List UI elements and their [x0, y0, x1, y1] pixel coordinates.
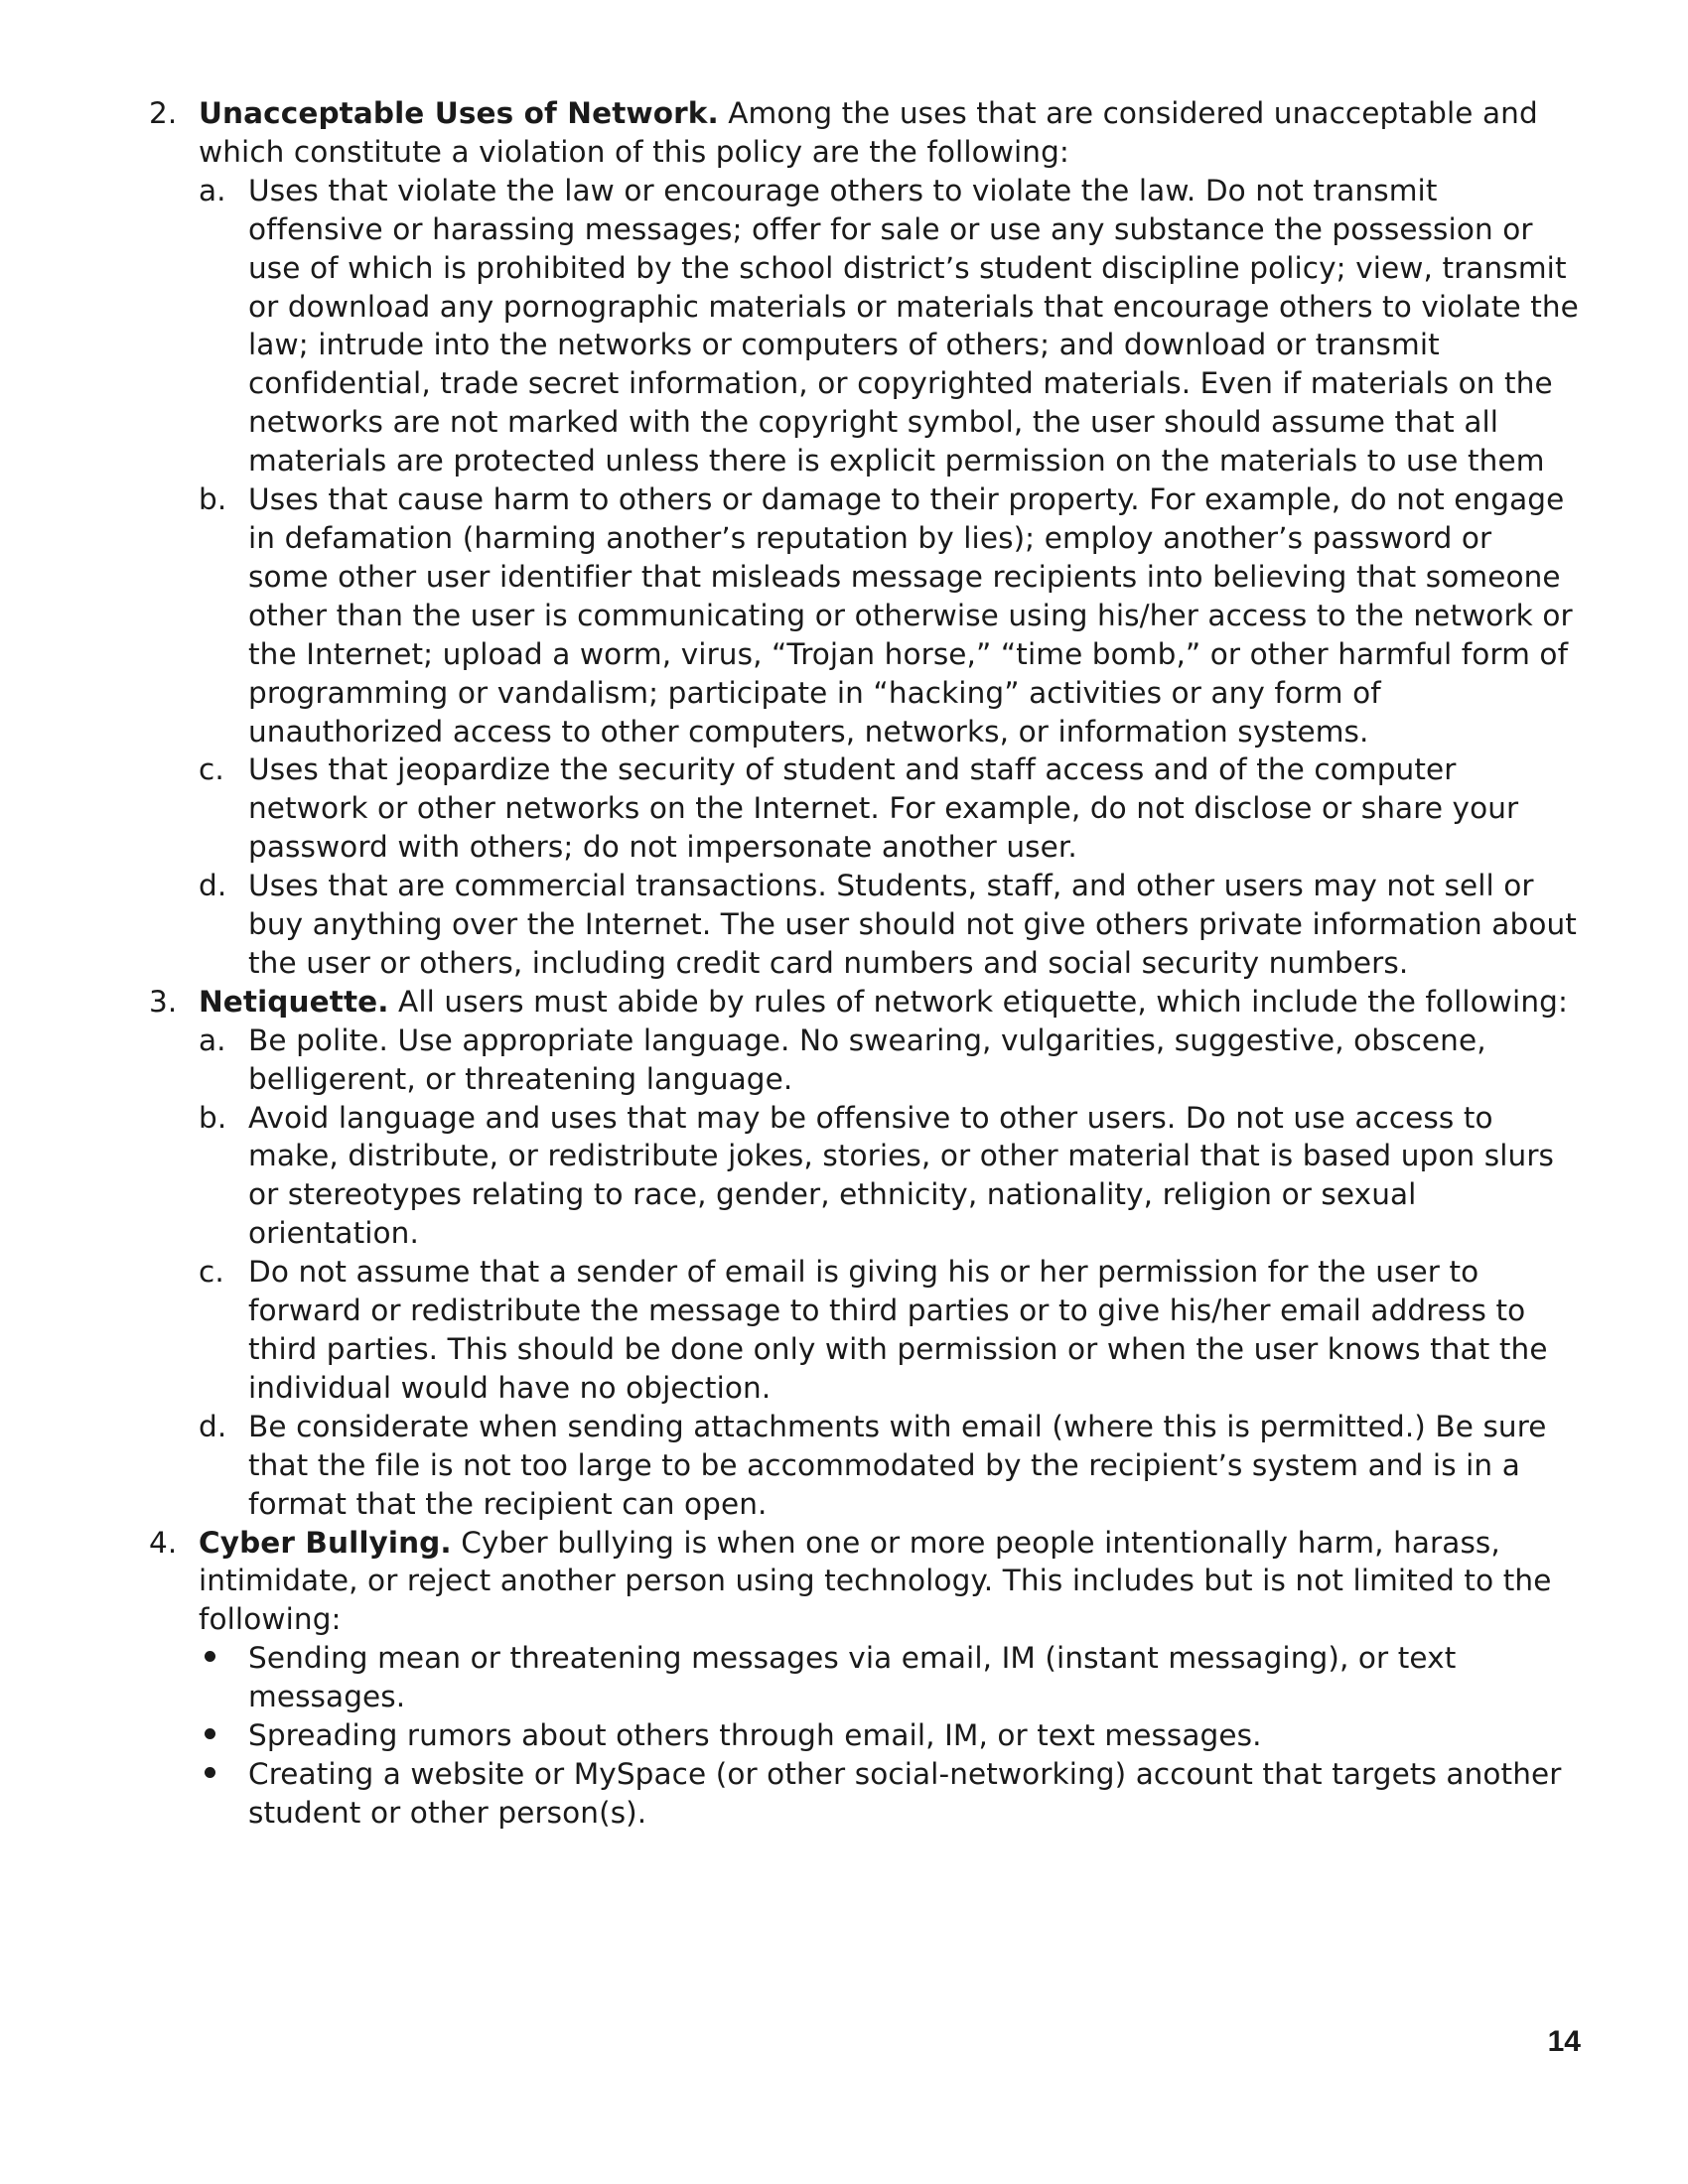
list-number: 4. — [149, 1525, 178, 1560]
sub-item — [149, 867, 1579, 983]
document-body — [149, 94, 1579, 1833]
section-intro: All users must abide by rules of network etiquette, which include the following: — [398, 984, 1568, 1019]
sub-item — [149, 1099, 1579, 1254]
sub-item — [149, 1022, 1579, 1099]
sub-item-marker: d. — [199, 1409, 227, 1443]
sub-item — [149, 1408, 1579, 1524]
section-intro: Cyber bullying is when one or more people intentionally harm, harass, intimidate, or reject another person using technology. This includes but is not limited to the following: — [199, 1525, 1552, 1637]
bullet-icon — [199, 1716, 243, 1755]
sub-item-text: Uses that are commercial transactions. Students, staff, and other users may not sell or buy anything over the Internet. The user should not give others private information about the user or others, including credit card numbers and social security numbers. — [248, 869, 1577, 980]
sub-item-marker: a. — [199, 1023, 226, 1057]
bullet-item — [149, 1716, 1579, 1755]
sub-item-marker: b. — [199, 1100, 227, 1135]
page-number: 14 — [1547, 2025, 1581, 2058]
bullet-text: Sending mean or threatening messages via email, IM (instant messaging), or text messages. — [248, 1641, 1457, 1714]
list-item-unacceptable-uses — [149, 94, 1579, 172]
sub-item-text: Uses that jeopardize the security of student and staff access and of the computer network or other networks on the Internet. For example, do not disclose or share your password with others; do not impersonate another user. — [248, 752, 1519, 865]
bullet-icon — [199, 1639, 243, 1678]
sub-item — [149, 480, 1579, 751]
sub-item — [149, 1253, 1579, 1408]
sub-item — [149, 172, 1579, 480]
sub-item-marker: c. — [199, 752, 224, 787]
sub-item-text: Do not assume that a sender of email is giving his or her permission for the user to forward or redistribute the message to third parties or to give his/her email address to third parties. This should be done only with permission or when the user knows that the individual would have no objection. — [248, 1255, 1548, 1405]
sub-item-text: Uses that cause harm to others or damage to their property. For example, do not engage in defamation (harming another’s reputation by lies); employ another’s password or some other user identifier that misleads message recipients into believing that someone other than the user is communicating or otherwise using his/her access to the network or the Internet; upload a worm, virus, “Trojan horse,” “time bomb,” or other harmful form of programming or vandalism; participate in “hacking” activities or any form of unauthorized access to other computers, networks, or information systems. — [248, 482, 1573, 749]
sub-item-text: Uses that violate the law or encourage others to violate the law. Do not transmit offensive or harassing messages; offer for sale or use any substance the possession or use of which is prohibited by the school district’s student discipline policy; view, transmit or download any pornographic materials or materials that encourage others to violate the law; intrude into the networks or computers of others; and download or transmit confidential, trade secret information, or copyrighted materials. Even if materials on the networks are not marked with the copyright symbol, the user should assume that all materials are protected unless there is explicit permission on the materials to use them — [248, 173, 1579, 478]
section-heading: Unacceptable Uses of Network. — [199, 96, 719, 130]
bullet-item — [149, 1639, 1579, 1716]
list-item-cyber-bullying — [149, 1524, 1579, 1640]
bullet-text: Creating a website or MySpace (or other social-networking) account that targets another student or other person(s). — [248, 1756, 1562, 1830]
sub-item-text: Avoid language and uses that may be offensive to other users. Do not use access to make, distribute, or redistribute jokes, stories, or other material that is based upon slurs or stereotypes relating to race, gender, ethnicity, nationality, religion or sexual orientation. — [248, 1100, 1555, 1251]
sub-item-marker: a. — [199, 173, 226, 207]
sub-item-marker: d. — [199, 869, 227, 903]
list-number: 3. — [149, 984, 178, 1019]
sub-item-marker: c. — [199, 1255, 224, 1290]
section-intro: Among the uses that are considered unacceptable and which constitute a violation of this policy are the following: — [199, 96, 1538, 169]
sub-item — [149, 751, 1579, 867]
sub-item-text: Be considerate when sending attachments with email (where this is permitted.) Be sure that the file is not too large to be accommodated by the recipient’s system and is in a format that the recipient can open. — [248, 1409, 1547, 1521]
bullet-item — [149, 1755, 1579, 1833]
section-heading: Netiquette. — [199, 984, 389, 1019]
section-heading: Cyber Bullying. — [199, 1525, 452, 1560]
list-number: 2. — [149, 96, 178, 130]
bullet-icon — [199, 1755, 243, 1794]
sub-item-marker: b. — [199, 482, 227, 517]
bullet-text: Spreading rumors about others through email, IM, or text messages. — [248, 1718, 1262, 1753]
sub-item-text: Be polite. Use appropriate language. No swearing, vulgarities, suggestive, obscene, belligerent, or threatening language. — [248, 1023, 1486, 1096]
list-item-netiquette — [149, 983, 1579, 1022]
